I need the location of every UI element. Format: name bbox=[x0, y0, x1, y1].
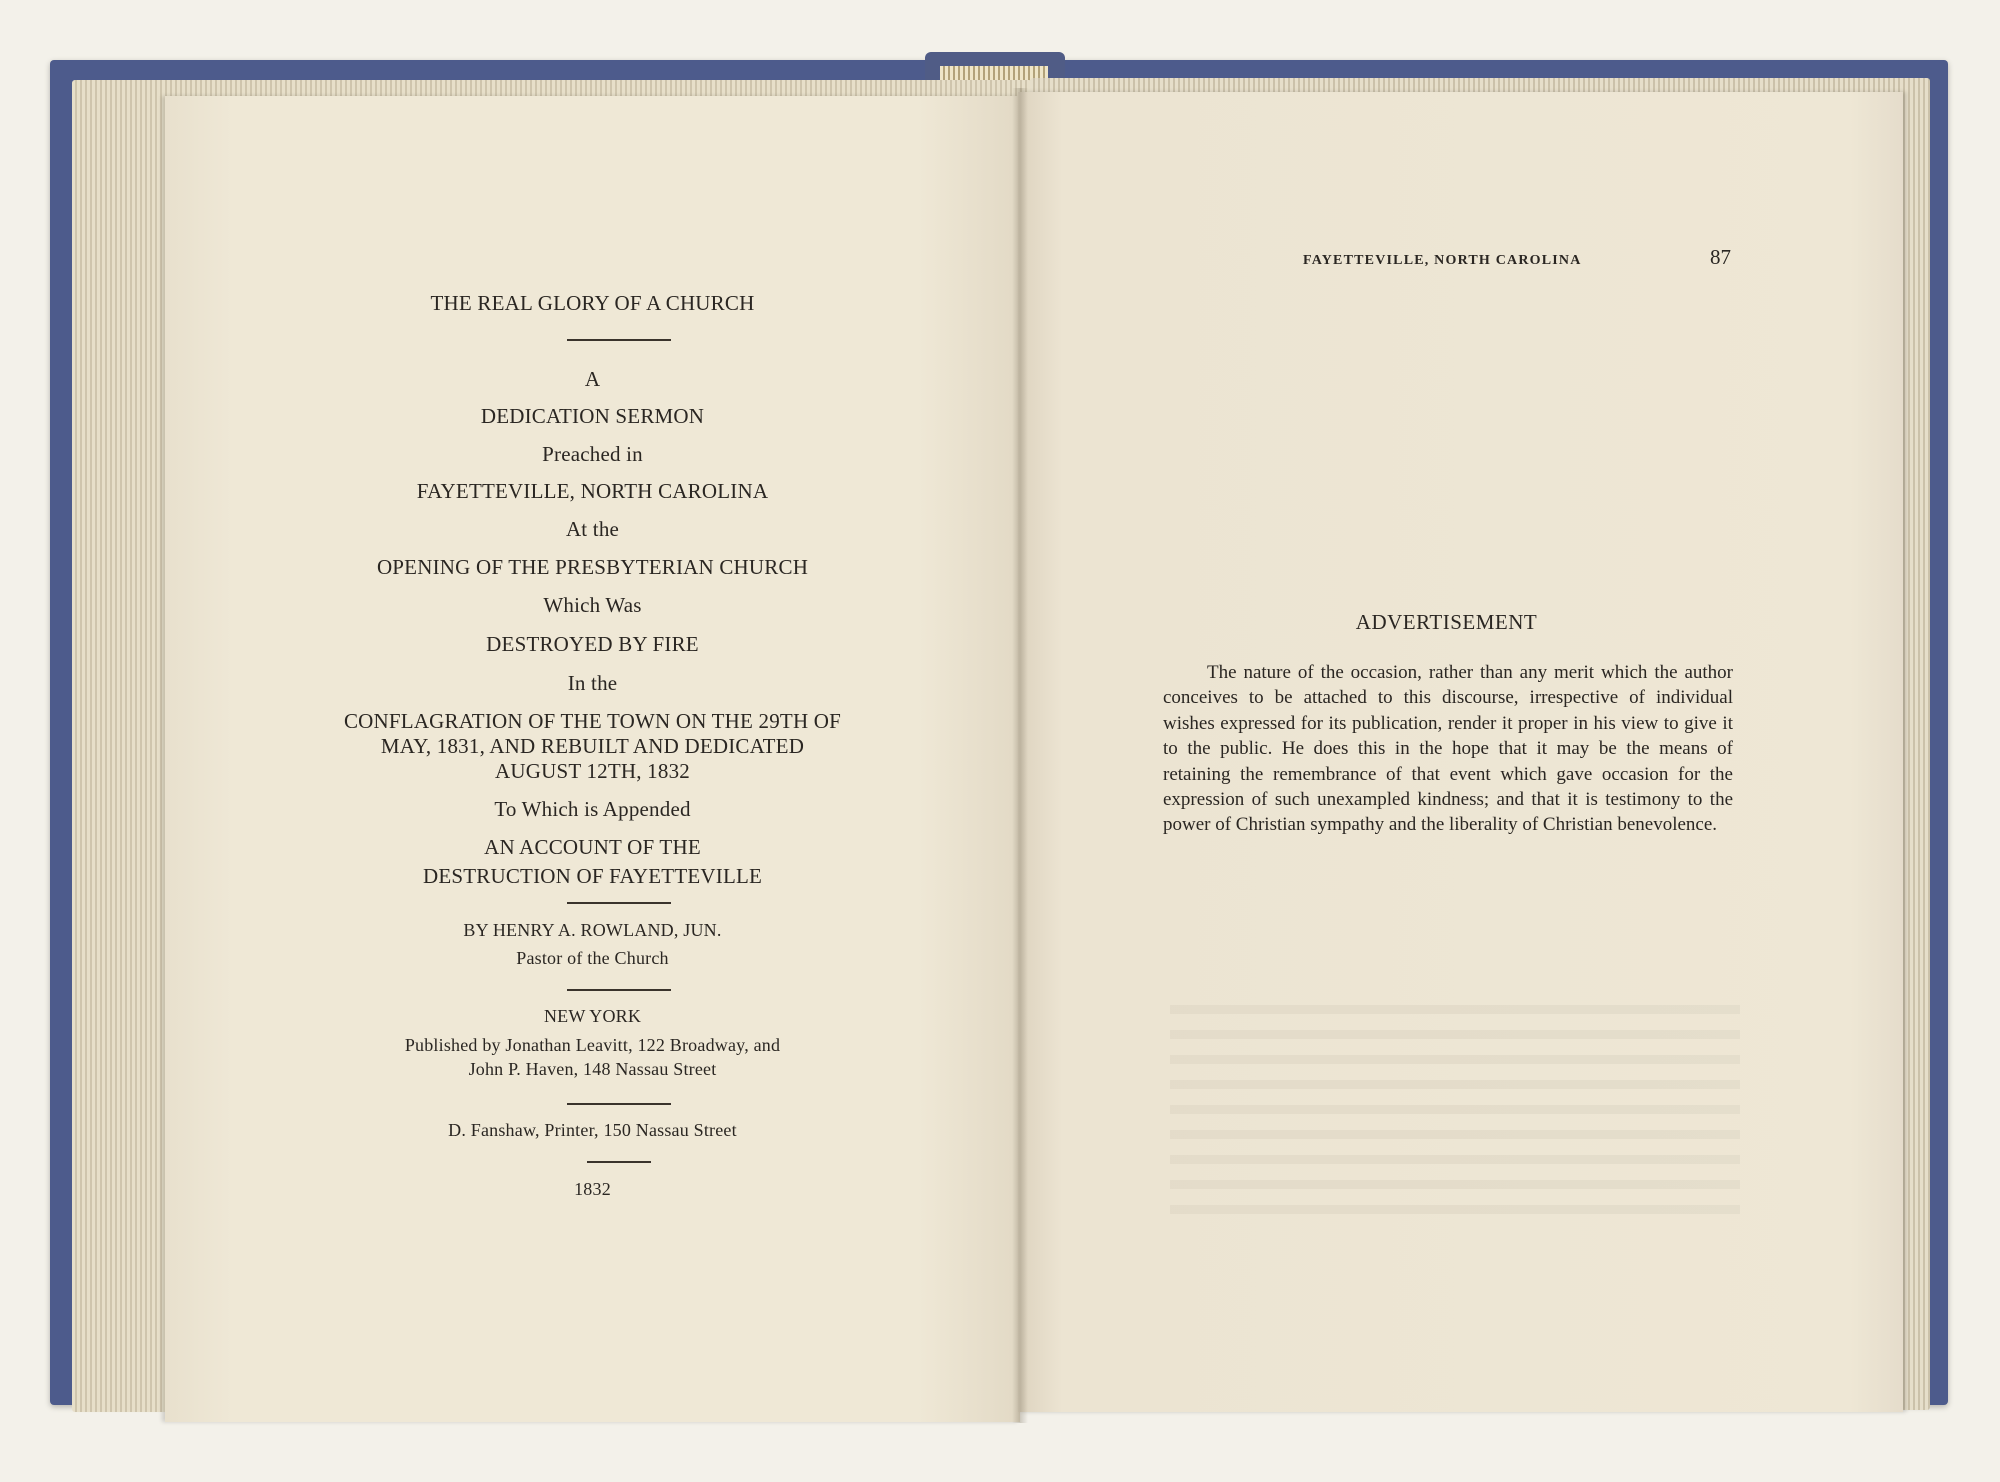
conflagration-line-1: CONFLAGRATION OF THE TOWN ON THE 29TH OF bbox=[343, 709, 842, 733]
title-a: A bbox=[584, 367, 601, 391]
show-through-1 bbox=[1170, 1005, 1740, 1014]
show-through-7 bbox=[1170, 1155, 1740, 1164]
year-rule bbox=[587, 1161, 651, 1163]
conflagration-line-2: MAY, 1831, AND REBUILT AND DEDICATED bbox=[380, 734, 805, 758]
which-was-line: Which Was bbox=[543, 593, 642, 617]
place-line: FAYETTEVILLE, NORTH CAROLINA bbox=[416, 479, 769, 503]
show-through-8 bbox=[1170, 1180, 1740, 1189]
account-line-2: DESTRUCTION OF FAYETTEVILLE bbox=[422, 864, 763, 888]
show-through-2 bbox=[1170, 1030, 1740, 1039]
city-rule bbox=[567, 989, 671, 991]
printer-rule bbox=[567, 1103, 671, 1105]
page-title: THE REAL GLORY OF A CHURCH bbox=[430, 291, 755, 315]
show-through-9 bbox=[1170, 1205, 1740, 1214]
conflagration-line-3: AUGUST 12TH, 1832 bbox=[495, 759, 690, 783]
page-number: 87 bbox=[1710, 245, 1731, 269]
in-the-line: In the bbox=[567, 671, 618, 695]
city-line: NEW YORK bbox=[543, 1006, 642, 1026]
account-line-1: AN ACCOUNT OF THE bbox=[484, 835, 701, 859]
appended-line: To Which is Appended bbox=[494, 797, 691, 821]
gutter-shadow bbox=[1012, 88, 1028, 1423]
running-head: FAYETTEVILLE, NORTH CAROLINA bbox=[1303, 253, 1582, 268]
dedication-line: DEDICATION SERMON bbox=[480, 404, 705, 428]
author-rule bbox=[567, 902, 671, 904]
show-through-4 bbox=[1170, 1080, 1740, 1089]
publisher-line-1: Published by Jonathan Leavitt, 122 Broadway, and bbox=[404, 1035, 781, 1055]
publisher-line-2: John P. Haven, 148 Nassau Street bbox=[468, 1059, 717, 1079]
at-the-line: At the bbox=[565, 517, 620, 541]
advertisement-heading: ADVERTISEMENT bbox=[1355, 610, 1538, 634]
year-line: 1832 bbox=[574, 1179, 611, 1199]
author-line: BY HENRY A. ROWLAND, JUN. bbox=[463, 920, 722, 940]
opening-line: OPENING OF THE PRESBYTERIAN CHURCH bbox=[376, 555, 809, 579]
title-rule bbox=[567, 339, 671, 341]
advertisement-body: The nature of the occasion, rather than any merit which the author conceives to be attached to this discourse, irrespective of individual wishes expressed for its publication, render it proper in his view to give it to the public. He does this in the hope that it may be the means of retaining the remembrance of that event which gave occasion for the expression of such unexampled kindness; and that it is testimony to the power of Christian sympathy and the liberality of Christian benevolence. bbox=[1163, 662, 1733, 836]
show-through-5 bbox=[1170, 1105, 1740, 1114]
show-through-6 bbox=[1170, 1130, 1740, 1139]
left-page bbox=[165, 96, 1020, 1422]
show-through-3 bbox=[1170, 1055, 1740, 1064]
author-role-line: Pastor of the Church bbox=[516, 948, 669, 968]
destroyed-line: DESTROYED BY FIRE bbox=[486, 632, 699, 656]
preached-in-line: Preached in bbox=[542, 442, 643, 466]
printer-line: D. Fanshaw, Printer, 150 Nassau Street bbox=[448, 1120, 737, 1140]
